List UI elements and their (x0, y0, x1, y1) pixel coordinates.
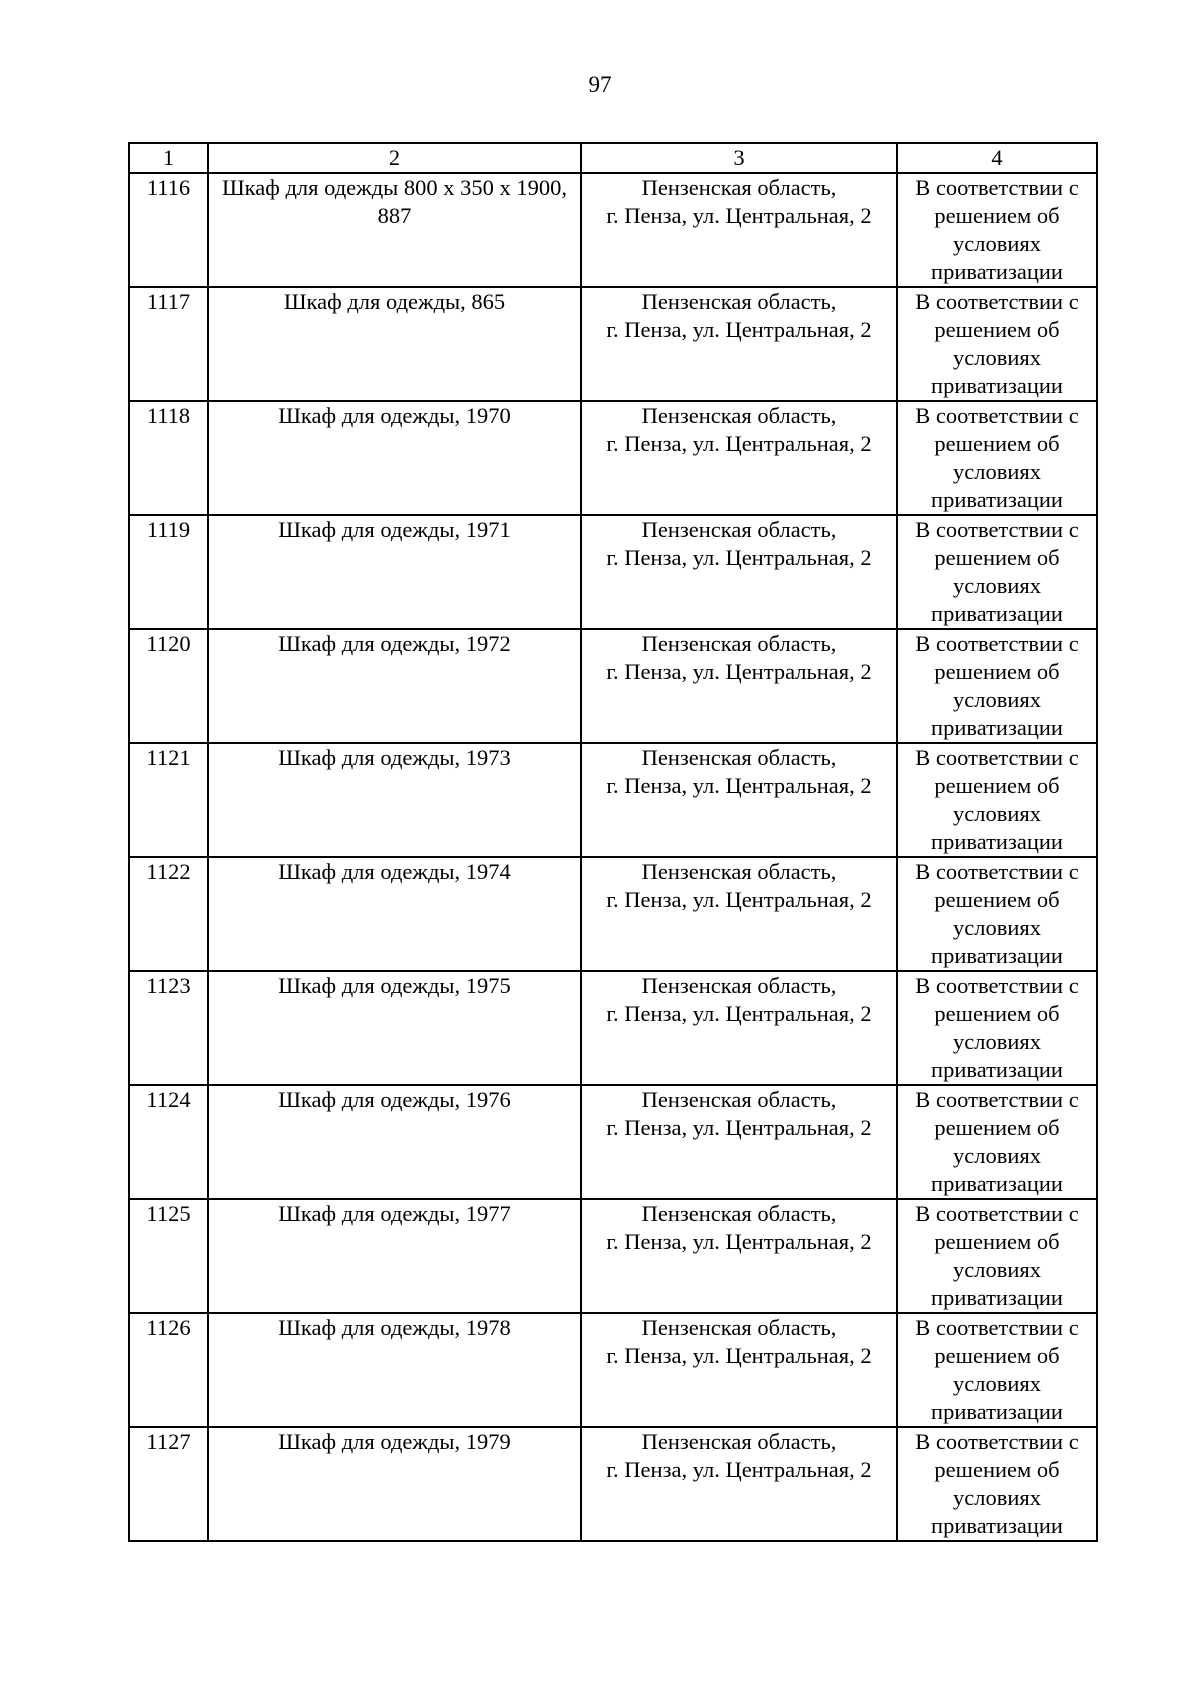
item-address (581, 971, 897, 1085)
table-row (129, 1313, 1097, 1427)
item-name: Шкаф для одежды, 1979 (208, 1427, 581, 1541)
address-region: Пензенская область, (641, 1315, 837, 1340)
table-row (129, 1427, 1097, 1541)
row-number: 1125 (129, 1199, 208, 1313)
column-header-3: 3 (581, 143, 897, 173)
row-number: 1127 (129, 1427, 208, 1541)
item-address (581, 1199, 897, 1313)
address-region: Пензенская область, (641, 973, 837, 998)
column-header-1: 1 (129, 143, 208, 173)
address-street: г. Пенза, ул. Центральная, 2 (606, 1457, 872, 1482)
table-row (129, 1199, 1097, 1313)
item-name: Шкаф для одежды, 1971 (208, 515, 581, 629)
page-number: 97 (588, 72, 612, 97)
item-name: Шкаф для одежды, 1973 (208, 743, 581, 857)
table-header-row (129, 143, 1097, 173)
item-address (581, 1313, 897, 1427)
item-name: Шкаф для одежды, 1972 (208, 629, 581, 743)
table-row (129, 173, 1097, 287)
item-address (581, 1085, 897, 1199)
column-header-2: 2 (208, 143, 581, 173)
row-number: 1123 (129, 971, 208, 1085)
item-address (581, 857, 897, 971)
address-region: Пензенская область, (641, 1429, 837, 1454)
table-row (129, 971, 1097, 1085)
item-name: Шкаф для одежды, 1975 (208, 971, 581, 1085)
property-table (128, 142, 1098, 1542)
row-number: 1119 (129, 515, 208, 629)
address-street: г. Пенза, ул. Центральная, 2 (606, 1115, 872, 1140)
address-region: Пензенская область, (641, 745, 837, 770)
row-number: 1118 (129, 401, 208, 515)
address-street: г. Пенза, ул. Центральная, 2 (606, 431, 872, 456)
row-number: 1116 (129, 173, 208, 287)
item-address (581, 287, 897, 401)
item-address (581, 629, 897, 743)
table-row (129, 515, 1097, 629)
address-street: г. Пенза, ул. Центральная, 2 (606, 545, 872, 570)
item-terms: В соответствии с решением об условиях приватизации (897, 287, 1097, 401)
address-region: Пензенская область, (641, 859, 837, 884)
item-terms: В соответствии с решением об условиях приватизации (897, 515, 1097, 629)
address-street: г. Пенза, ул. Центральная, 2 (606, 1343, 872, 1368)
address-street: г. Пенза, ул. Центральная, 2 (606, 773, 872, 798)
row-number: 1121 (129, 743, 208, 857)
item-terms: В соответствии с решением об условиях приватизации (897, 1085, 1097, 1199)
address-street: г. Пенза, ул. Центральная, 2 (606, 1001, 872, 1026)
address-street: г. Пенза, ул. Центральная, 2 (606, 317, 872, 342)
item-name: Шкаф для одежды, 1976 (208, 1085, 581, 1199)
item-terms: В соответствии с решением об условиях приватизации (897, 857, 1097, 971)
table-row (129, 857, 1097, 971)
row-number: 1124 (129, 1085, 208, 1199)
item-terms: В соответствии с решением об условиях приватизации (897, 629, 1097, 743)
table-row (129, 1085, 1097, 1199)
item-terms: В соответствии с решением об условиях приватизации (897, 971, 1097, 1085)
item-terms: В соответствии с решением об условиях приватизации (897, 1313, 1097, 1427)
item-name: Шкаф для одежды, 1977 (208, 1199, 581, 1313)
item-name: Шкаф для одежды, 865 (208, 287, 581, 401)
address-region: Пензенская область, (641, 1087, 837, 1112)
address-region: Пензенская область, (641, 403, 837, 428)
item-terms: В соответствии с решением об условиях приватизации (897, 401, 1097, 515)
row-number: 1122 (129, 857, 208, 971)
address-street: г. Пенза, ул. Центральная, 2 (606, 203, 872, 228)
item-address (581, 173, 897, 287)
item-address (581, 1427, 897, 1541)
item-address (581, 743, 897, 857)
item-name: Шкаф для одежды, 1978 (208, 1313, 581, 1427)
item-address (581, 401, 897, 515)
address-region: Пензенская область, (641, 631, 837, 656)
address-street: г. Пенза, ул. Центральная, 2 (606, 659, 872, 684)
row-number: 1117 (129, 287, 208, 401)
item-terms: В соответствии с решением об условиях приватизации (897, 1427, 1097, 1541)
row-number: 1126 (129, 1313, 208, 1427)
item-terms: В соответствии с решением об условиях приватизации (897, 1199, 1097, 1313)
address-region: Пензенская область, (641, 1201, 837, 1226)
address-street: г. Пенза, ул. Центральная, 2 (606, 887, 872, 912)
item-terms: В соответствии с решением об условиях приватизации (897, 173, 1097, 287)
row-number: 1120 (129, 629, 208, 743)
item-terms: В соответствии с решением об условиях приватизации (897, 743, 1097, 857)
table-row (129, 743, 1097, 857)
item-name: Шкаф для одежды 800 х 350 х 1900, 887 (208, 173, 581, 287)
column-header-4: 4 (897, 143, 1097, 173)
table-row (129, 629, 1097, 743)
table-row (129, 401, 1097, 515)
address-region: Пензенская область, (641, 175, 837, 200)
table-row (129, 287, 1097, 401)
item-name: Шкаф для одежды, 1974 (208, 857, 581, 971)
item-address (581, 515, 897, 629)
address-region: Пензенская область, (641, 517, 837, 542)
item-name: Шкаф для одежды, 1970 (208, 401, 581, 515)
address-street: г. Пенза, ул. Центральная, 2 (606, 1229, 872, 1254)
address-region: Пензенская область, (641, 289, 837, 314)
